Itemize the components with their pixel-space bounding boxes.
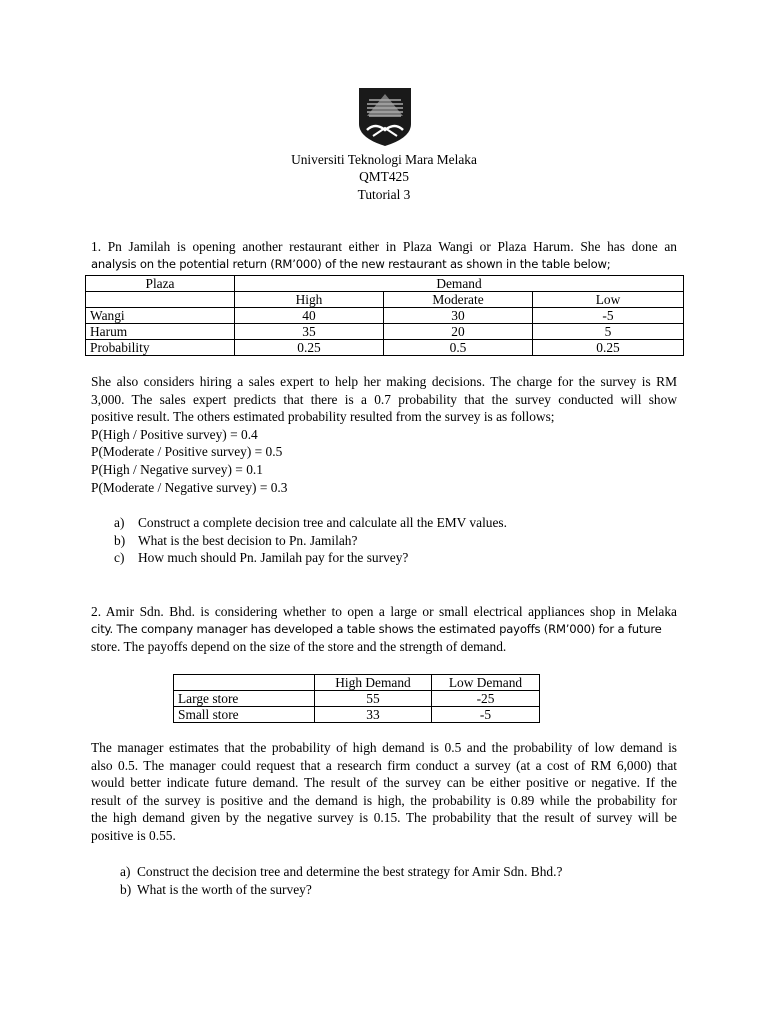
university-name: Universiti Teknologi Mara Melaka [291, 152, 477, 167]
q2-intro [91, 603, 677, 656]
q1-intro [91, 238, 677, 273]
q1-intro-line-2: analysis on the potential return (RM’000) of the new restaurant as shown in the table below; [91, 256, 611, 271]
list-item: c) How much should Pn. Jamilah pay for the survey? [114, 550, 409, 566]
q1-demand-header: Demand [235, 276, 684, 292]
q2-payoff-table [173, 674, 540, 723]
table-row: Large store 55 -25 [174, 691, 540, 707]
q2-row-label: Small store [174, 707, 315, 723]
q2-paragraph: The manager estimates that the probability of high demand is 0.5 and the probability of low demand is also 0.5. The manager could request that a research firm conduct a survey (at a cost of RM 6,000) that would better indicate future demand. The result of the survey can be either positive or negative. If the result of the survey is positive and the demand is high, the probability is 0.89 while the probability for the high demand given by the negative survey is 0.15. The probability that the result of survey will be positive is 0.55. [91, 740, 677, 843]
list-item: a) Construct the decision tree and determine the best strategy for Amir Sdn. Bhd.? [120, 864, 563, 879]
q1-plaza-header: Plaza [86, 276, 235, 292]
q2-col-high-demand: High Demand [315, 675, 432, 691]
q1-prob-line: P(High / Negative survey) = 0.1 [91, 461, 263, 477]
table-row: Small store 33 -5 [174, 707, 540, 723]
q1-col-low: Low [533, 292, 684, 308]
university-logo-icon [357, 86, 413, 148]
q1-intro-line-1: 1. Pn Jamilah is opening another restaurant either in Plaza Wangi or Plaza Harum. She has done an [91, 239, 677, 254]
q1-row-label: Probability [86, 340, 235, 356]
table-row: Wangi 40 30 -5 [86, 308, 684, 324]
table-row: Probability 0.25 0.5 0.25 [86, 340, 684, 356]
q1-prob-line: P(Moderate / Negative survey) = 0.3 [91, 479, 288, 495]
q2-col-low-demand: Low Demand [432, 675, 540, 691]
q2-row-label: Large store [174, 691, 315, 707]
q1-row-label: Wangi [86, 308, 235, 324]
q2-intro-line-2: city. The company manager has developed a table shows the estimated payoffs (RM’000) for a future [91, 621, 662, 636]
q1-row-label: Harum [86, 324, 235, 340]
q2-intro-line-1: 2. Amir Sdn. Bhd. is considering whether to open a large or small electrical appliances shop in Melaka [91, 604, 677, 619]
list-item: b) What is the best decision to Pn. Jamilah? [114, 532, 358, 548]
q1-col-moderate: Moderate [384, 292, 533, 308]
tutorial-title: Tutorial 3 [357, 187, 411, 202]
list-item: a) Construct a complete decision tree and calculate all the EMV values. [114, 515, 507, 530]
q1-payoff-table [85, 275, 684, 356]
q1-prob-line: P(High / Positive survey) = 0.4 [91, 426, 258, 442]
list-item: b) What is the worth of the survey? [120, 881, 312, 897]
q2-questions [120, 863, 562, 898]
table-row: Harum 35 20 5 [86, 324, 684, 340]
q1-prob-line: P(Moderate / Positive survey) = 0.5 [91, 444, 283, 460]
q1-col-high: High [235, 292, 384, 308]
q1-paragraph: She also considers hiring a sales expert to help her making decisions. The charge for the survey is RM 3,000. The sales expert predicts that there is a 0.7 probability that the survey conducted will show positive result. The others estimated probability resulted from the survey is as follows; P(High / Positive survey) = 0.4 P(Moderate / Positive survey) = 0.5 P(High / Negative survey) = 0.1 P(Moderate / Negative survey) = 0.3 [91, 374, 677, 495]
course-code: QMT425 [359, 169, 409, 184]
q2-intro-line-3: store. The payoffs depend on the size of the store and the strength of demand. [91, 639, 507, 655]
q1-questions [114, 514, 507, 567]
